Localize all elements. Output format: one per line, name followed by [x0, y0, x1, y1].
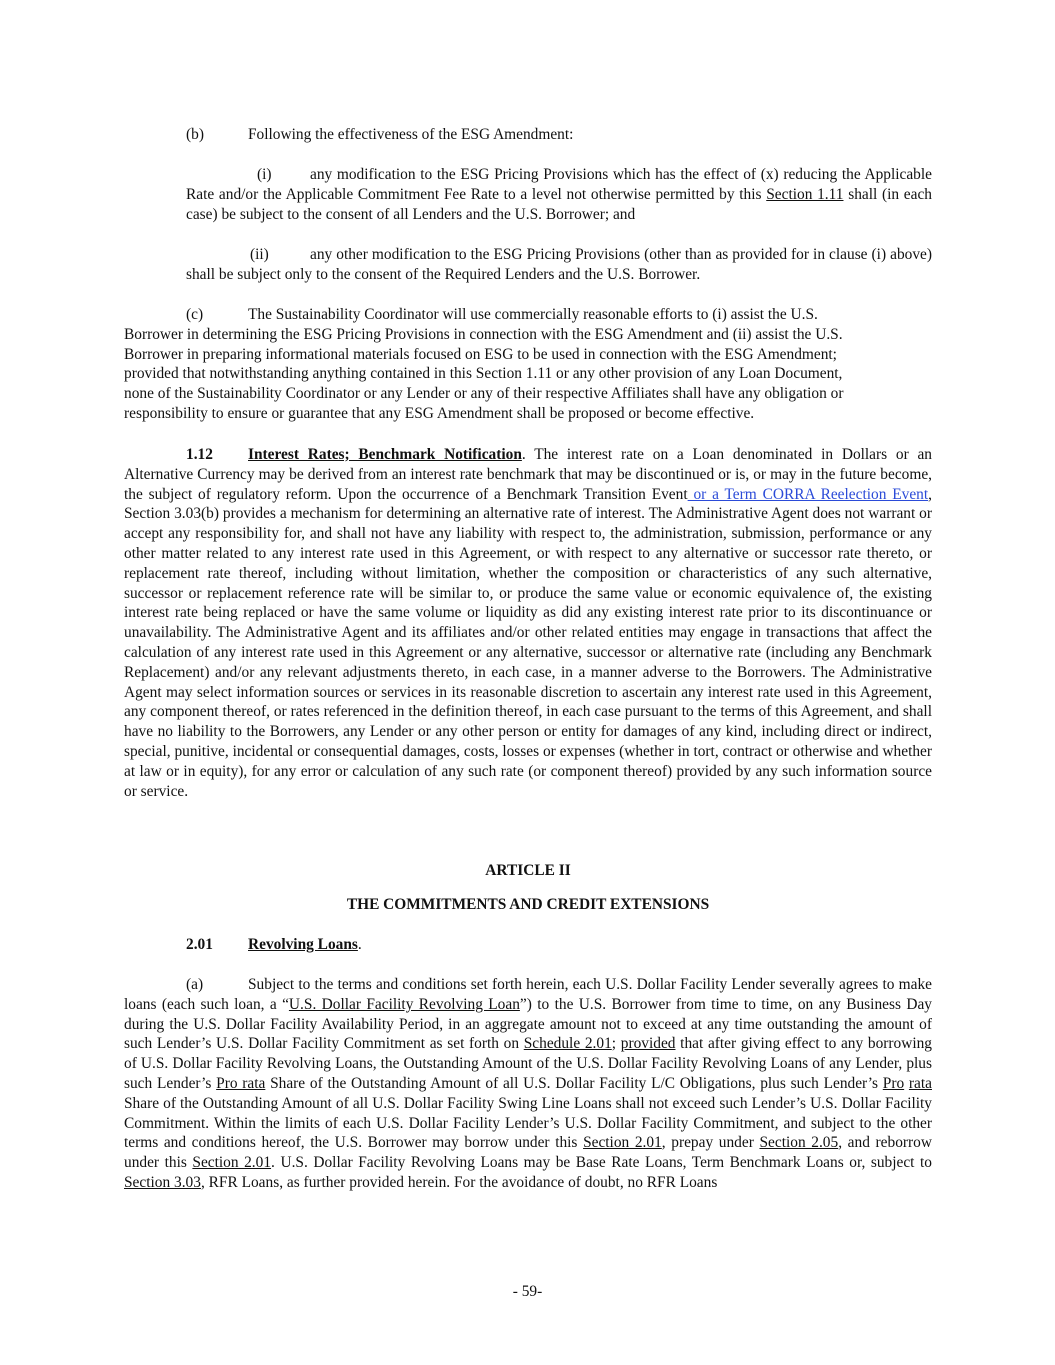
term-corra-reelection-link[interactable]: or a Term CORRA Reelection Event: [687, 485, 929, 503]
clause-a: [124, 975, 932, 1193]
section-2-05-reference[interactable]: Section 2.05: [759, 1134, 839, 1152]
pro-term-2: Pro: [882, 1074, 905, 1092]
section-2-01-reference-1[interactable]: Section 2.01: [583, 1134, 662, 1152]
article-title: THE COMMITMENTS AND CREDIT EXTENSIONS: [346, 896, 710, 913]
clause-b-i: [186, 165, 932, 224]
section-2-01-heading: Revolving Loans: [248, 936, 358, 953]
defined-term-revolving-loan: U.S. Dollar Facility Revolving Loan: [288, 995, 520, 1013]
section-2-01-heading-line: [186, 935, 994, 955]
clause-b-label: (b): [186, 126, 204, 143]
clause-a-text-9: . U.S. Dollar Facility Revolving Loans may be Base Rate Loans, Term Benchmark Loans or, subject to: [271, 1154, 932, 1172]
clause-c-label: (c): [186, 306, 204, 323]
section-1-12-number: 1.12: [186, 446, 213, 463]
clause-c: [124, 305, 932, 424]
clause-a-text-2: ”) to the U.S. Borrower from time to time, on any Business Day during the U.S. Dollar Facility Availability Period, in an aggregate amount not to exceed at any time outstanding the amount of such Lender’s U.S. Dollar Facility Commitment as set forth on: [124, 995, 932, 1053]
clause-c-line-6: responsibility to ensure or guarantee that any ESG Amendment shall be proposed or become effective.: [124, 404, 755, 422]
clause-c-line-5: none of the Sustainability Coordinator or any Lender or any of their respective Affiliates shall have any obligation or: [124, 385, 844, 403]
article-number: ARTICLE II: [485, 862, 571, 879]
clause-a-text-5: Share of the Outstanding Amount of all U.S. Dollar Facility L/C Obligations, plus such Lender’s: [265, 1074, 883, 1092]
clause-c-line-1-text: The Sustainability Coordinator will use commercially reasonable efforts to (i) assist the U.S.: [248, 306, 818, 323]
clause-c-line-1: [124, 305, 932, 325]
clause-a-text-8: , and reborrow under this: [124, 1134, 932, 1172]
section-1-12-heading: Interest Rates; Benchmark Notification: [248, 446, 522, 463]
clause-a-text-10: , RFR Loans, as further provided herein. For the avoidance of doubt, no RFR Loans: [200, 1173, 718, 1191]
clause-b-i-text2: shall (in each case) be subject to the consent of all Lenders and the U.S. Borrower; and: [186, 185, 932, 223]
clause-b-i-label: (i): [257, 166, 272, 183]
pro-rata-term-1: Pro rata: [216, 1074, 266, 1092]
clause-c-line-4: provided that notwithstanding anything contained in this Section 1.11 or any other provision of any Loan Document,: [124, 365, 843, 383]
section-2-01-period: .: [357, 936, 362, 953]
clause-b-ii: [186, 245, 932, 285]
clause-b-i-text1: any modification to the ESG Pricing Provisions which has the effect of (x) reducing the Applicable Rate and/or the Applicable Commitment Fee Rate to a level not otherwise permitted by this: [186, 166, 932, 203]
schedule-2-01-reference[interactable]: Schedule 2.01: [523, 1035, 612, 1053]
section-1-12-text2: , Section 3.03(b) provides a mechanism for determining an alternative rate of interest. The Administrative Agent does not warrant or accept any responsibility for, and shall not have any liability with respect to, the administration, submission, performance or any other matter related to any interest rate used in this Agreement, or with respect to any alternative or successor rate thereto, or replacement rate thereof, including without limitation, whether the composition or characteristics of any such alternative, successor or replacement reference rate will be similar to, or produce the same value or economic equivalence of, the existing interest rate being replaced or have the same volume or liquidity as did any existing interest rate prior to its discontinuance or unavailability. The Administrative Agent and its affiliates and/or other related entities may engage in transactions that affect the calculation of any interest rate used in this Agreement or any alternative, successor or alternative rate (including any Benchmark Replacement) and/or any relevant adjustments thereto, in each case, in a manner adverse to the Borrowers. The Administrative Agent may select information sources or services in its reasonable discretion to ascertain any interest rate used in this Agreement, any component thereof, or rates referenced in the definition thereof, in each case pursuant to the terms of this Agreement, and shall have no liability to the Borrowers, any Lender or any other person or entity for damages of any kind, including direct or indirect, special, punitive, incidental or consequential damages, costs, losses or expenses (whether in tort, contract or otherwise and whether at law or in equity), for any error or calculation of any such rate (or component thereof) provided by any such information source or service.: [124, 485, 932, 800]
section-1-12-text1: . The interest rate on a Loan denominated in Dollars or an Alternative Currency may be derived from an interest rate benchmark that may be discontinued or is, or may in the future become, the subject of regulatory reform. Upon the occurrence of a Benchmark Transition Event: [124, 446, 932, 503]
section-3-03-reference[interactable]: Section 3.03: [124, 1173, 201, 1191]
section-1-11-reference[interactable]: Section 1.11: [766, 185, 844, 203]
rata-term-2: rata: [908, 1074, 932, 1092]
clause-a-text-1: Subject to the terms and conditions set forth herein, each U.S. Dollar Facility Lender severally agrees to make loans (each such loan, a “: [124, 976, 932, 1013]
clause-a-label: (a): [186, 976, 204, 993]
clause-b: [186, 125, 994, 145]
clause-c-line-2: Borrower in determining the ESG Pricing Provisions in connection with the ESG Amendment and (ii) assist the U.S.: [124, 325, 843, 343]
provided-term: provided: [620, 1035, 676, 1053]
section-2-01-reference-2[interactable]: Section 2.01: [192, 1154, 272, 1172]
clause-c-line-3: Borrower in preparing informational materials focused on ESG to be used in connection with the ESG Amendment;: [124, 345, 837, 363]
clause-b-ii-text: any other modification to the ESG Pricing Provisions (other than as provided for in clause (i) above) shall be subject only to the consent of the Required Lenders and the U.S. Borrower.: [186, 246, 932, 283]
section-2-01-number: 2.01: [186, 936, 213, 953]
clause-a-text-7: , prepay under: [661, 1134, 760, 1152]
clause-b-text: Following the effectiveness of the ESG Amendment:: [248, 126, 574, 143]
clause-b-ii-label: (ii): [250, 246, 269, 263]
clause-a-text-6: Share of the Outstanding Amount of all U.S. Dollar Facility Swing Line Loans shall not exceed such Lender’s U.S. Dollar Facility Commitment. Within the limits of each U.S. Dollar Facility Lender’s U.S. Dollar Facility Commitment, and subject to the other terms and conditions hereof, the U.S. Borrower may borrow under this: [124, 1094, 932, 1152]
clause-a-text-4: that after giving effect to any borrowing of U.S. Dollar Facility Revolving Loans, the Outstanding Amount of the U.S. Dollar Facility Revolving Loans of any Lender, plus such Lender’s: [124, 1035, 932, 1092]
section-1-12: [124, 445, 932, 801]
page-number: - 59-: [512, 1283, 543, 1300]
clause-a-text-3: ;: [611, 1035, 621, 1053]
